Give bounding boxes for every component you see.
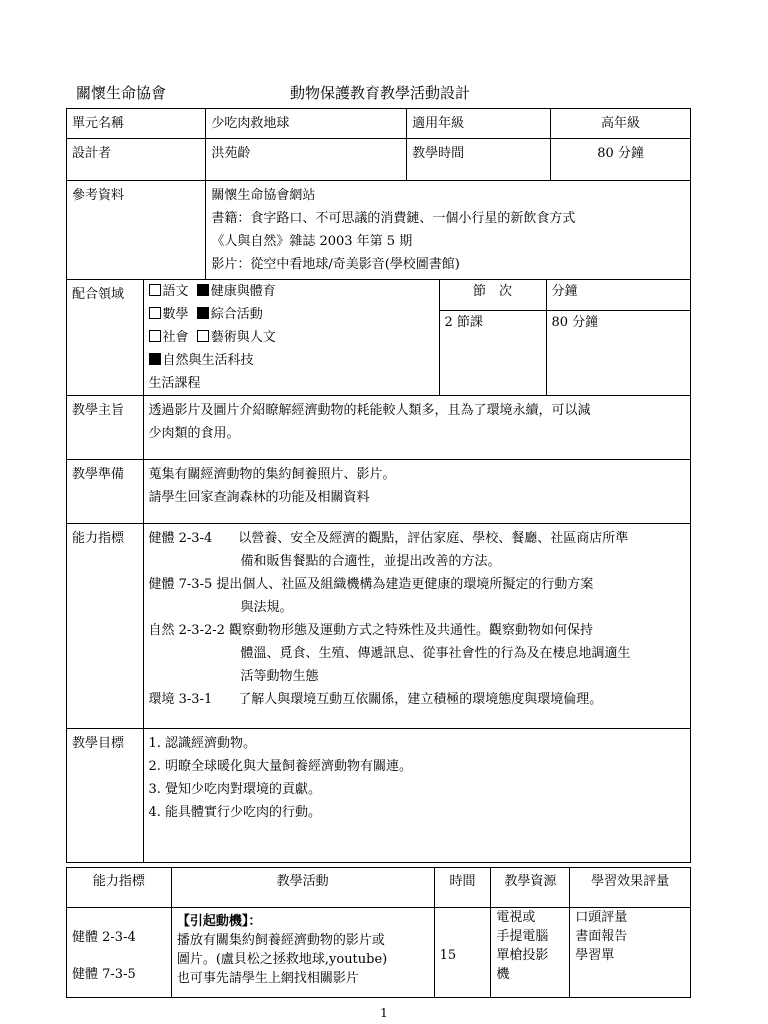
- domain-label: 自然與生活科技: [162, 353, 254, 368]
- theme-line: 透過影片及圖片介紹瞭解經濟動物的耗能較人類多，且為了環境永續，可以減: [148, 403, 591, 418]
- competency-line: 活等動物生態: [240, 669, 319, 684]
- prep-content: [143, 460, 691, 524]
- domain-label: 語文: [162, 284, 189, 299]
- resource-item: 電視或: [496, 910, 536, 925]
- minutes-label: 分鐘: [551, 284, 578, 299]
- time-cell: 15: [434, 908, 491, 998]
- unit-label: 單元名稱: [67, 109, 206, 139]
- resources-cell: [491, 908, 570, 998]
- reference-line: 關懷生命協會網站: [211, 188, 316, 203]
- indicator-item: 健體 2-3-4: [72, 930, 136, 945]
- period-label: 節 次: [440, 280, 547, 310]
- column-header: 學習效果評量: [570, 868, 691, 908]
- domain-label: 數學: [162, 307, 189, 322]
- prep-row: [67, 460, 691, 524]
- designer-row: [67, 139, 691, 181]
- checkbox-icon: [149, 284, 161, 296]
- references-row: [67, 181, 691, 280]
- goals-label: 教學目標: [67, 729, 144, 863]
- goal-item: 4. 能具體實行少吃肉的行動。: [148, 805, 322, 820]
- assessment-item: 書面報告: [575, 929, 628, 944]
- activity-header-row: [67, 868, 691, 908]
- designer-value: 洪苑齡: [206, 139, 407, 181]
- plan-table: [66, 108, 691, 863]
- goal-item: 2. 明瞭全球暖化與大量飼養經濟動物有關連。: [148, 759, 413, 774]
- activity-line: 也可事先請學生上網找相關影片: [176, 971, 359, 986]
- grade-value: 高年級: [551, 109, 691, 139]
- competency-label: 能力指標: [67, 524, 144, 729]
- column-header: 教學資源: [491, 868, 570, 908]
- checkbox-checked-icon: [197, 284, 209, 296]
- references-label: 參考資料: [67, 181, 206, 280]
- page-number: 1: [380, 1006, 388, 1020]
- domain-label: 藝術與人文: [210, 330, 276, 345]
- competency-line: 與法規。: [240, 600, 293, 615]
- resource-item: 機: [496, 967, 510, 982]
- grade-label: 適用年級: [407, 109, 551, 139]
- period-value: 2 節課: [440, 311, 547, 395]
- competency-line: 自然 2-3-2-2 觀察動物形態及運動方式之特殊性及共通性。觀察動物如何保持: [148, 623, 594, 638]
- competency-line: 健體 7-3-5 提出個人、社區及組織機構為建造更健康的環境所擬定的行動方案: [148, 577, 594, 592]
- goals-content: [143, 729, 691, 863]
- prep-line: 蒐集有關經濟動物的集約飼養照片、影片。: [148, 467, 396, 482]
- column-header: 能力指標: [67, 868, 172, 908]
- activity-title: 【引起動機】：: [176, 914, 262, 929]
- checkbox-checked-icon: [197, 307, 209, 319]
- activity-table: [66, 867, 691, 998]
- assessment-item: 口頭評量: [575, 910, 628, 925]
- checkbox-icon: [149, 307, 161, 319]
- minutes-value: 80 分鐘: [551, 315, 599, 330]
- activity-line: 播放有關集約飼養經濟動物的影片或: [176, 933, 385, 948]
- designer-label: 設計者: [67, 139, 206, 181]
- domains-checkbox-list: [144, 280, 439, 395]
- indicator-cell: [67, 908, 172, 998]
- indicator-item: 健體 7-3-5: [72, 967, 136, 982]
- document-title: 動物保護教育教學活動設計: [290, 84, 471, 102]
- prep-label: 教學準備: [67, 460, 144, 524]
- checkbox-icon: [149, 330, 161, 342]
- goal-item: 3. 覺知少吃肉對環境的貢獻。: [148, 782, 322, 797]
- column-header: 時間: [434, 868, 491, 908]
- domain-label: 綜合活動: [210, 307, 263, 322]
- domains-cell: [143, 280, 691, 396]
- activity-cell: [171, 908, 434, 998]
- period-grid: [439, 280, 691, 395]
- domains-label: 配合領域: [67, 280, 144, 396]
- theme-line: 少肉類的食用。: [148, 426, 240, 441]
- domain-label: 健康與體育: [210, 284, 276, 299]
- column-header: 教學活動: [171, 868, 434, 908]
- domain-label: 社會: [162, 330, 189, 345]
- assessment-cell: [570, 908, 691, 998]
- prep-line: 請學生回家查詢森林的功能及相關資料: [148, 490, 370, 505]
- competency-line: 體溫、覓食、生殖、傳遞訊息、從事社會性的行為及在棲息地調適生: [240, 646, 631, 661]
- activity-line: 圖片。(盧貝松之拯救地球,youtube): [176, 952, 388, 967]
- unit-row: [67, 109, 691, 139]
- activity-row: [67, 908, 691, 998]
- resource-item: 手提電腦: [496, 929, 549, 944]
- theme-row: [67, 396, 691, 460]
- resource-item: 單槍投影: [496, 948, 549, 963]
- competency-content: [143, 524, 691, 729]
- reference-line: 影片：從空中看地球/奇美影音(學校圖書館): [211, 257, 460, 272]
- time-value: 80 分鐘: [551, 139, 691, 181]
- competency-line: 備和販售餐點的合適性，並提出改善的方法。: [240, 554, 501, 569]
- theme-label: 教學主旨: [67, 396, 144, 460]
- competency-line: 健體 2-3-4 以營養、安全及經濟的觀點，評估家庭、學校、餐廳、社區商店所準: [148, 531, 629, 546]
- domains-row: [67, 280, 691, 396]
- references-content: [206, 181, 691, 280]
- domain-extra: 生活課程: [148, 376, 201, 391]
- organization-name: 關懷生命協會: [76, 84, 167, 102]
- goal-item: 1. 認識經濟動物。: [148, 736, 257, 751]
- goals-row: [67, 729, 691, 863]
- competency-line: 環境 3-3-1 了解人與環境互動互依關係，建立積極的環境態度與環境倫理。: [148, 692, 603, 707]
- reference-line: 《人與自然》雜誌 2003 年第 5 期: [211, 234, 413, 249]
- assessment-item: 學習單: [575, 948, 615, 963]
- checkbox-icon: [197, 330, 209, 342]
- unit-value: 少吃肉救地球: [206, 109, 407, 139]
- checkbox-checked-icon: [149, 353, 161, 365]
- time-label: 教學時間: [407, 139, 551, 181]
- reference-line: 書籍：食字路口、不可思議的消費鏈、一個小行星的新飲食方式: [211, 211, 576, 226]
- theme-content: [143, 396, 691, 460]
- competency-row: [67, 524, 691, 729]
